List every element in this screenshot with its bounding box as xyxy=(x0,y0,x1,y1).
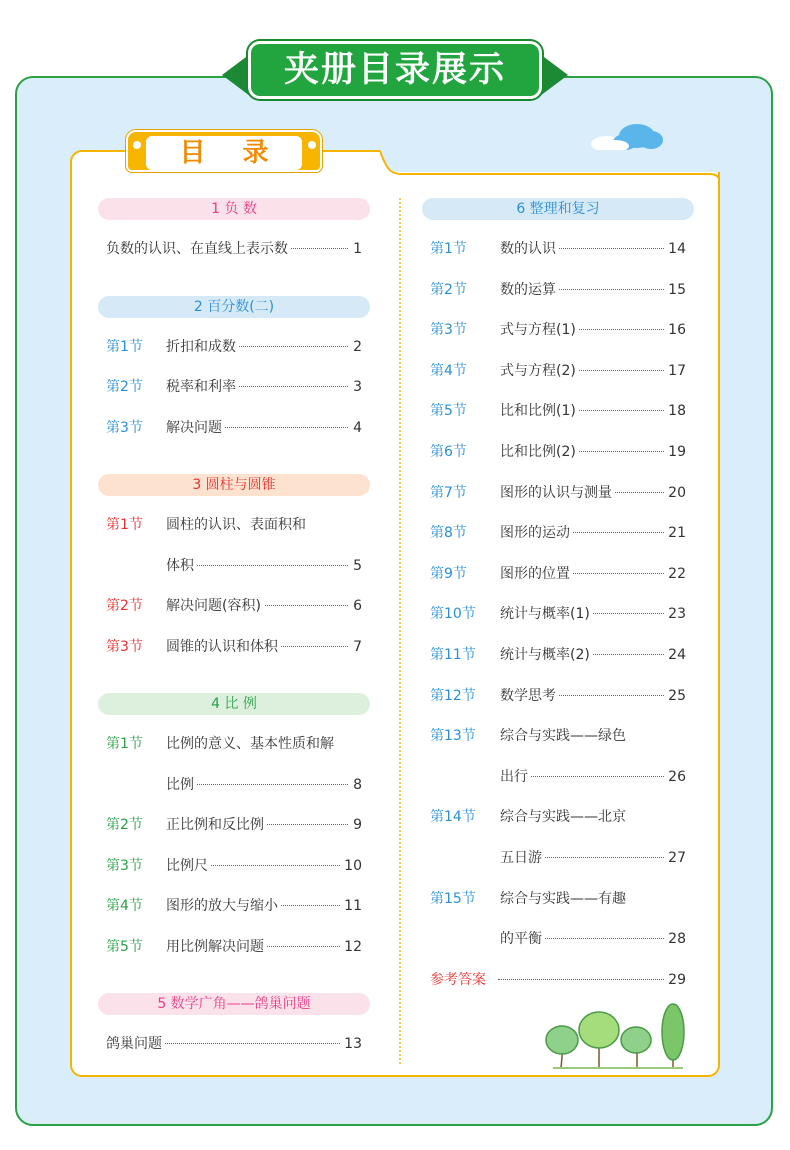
entry-title: 比例尺 xyxy=(166,855,211,877)
entry-title: 解决问题(容积) xyxy=(166,595,264,617)
section-number: 第14节 xyxy=(430,809,476,826)
page-number: 21 xyxy=(664,522,686,544)
toc-entry[interactable] xyxy=(106,514,362,536)
entry-title: 图形的放大与缩小 xyxy=(166,895,281,917)
page-number: 29 xyxy=(664,969,686,991)
toc-entry[interactable] xyxy=(106,774,362,796)
page-number: 7 xyxy=(349,636,362,658)
page-number: 28 xyxy=(664,928,686,950)
entry-title: 体积 xyxy=(166,555,197,577)
paper-folder-edge xyxy=(380,150,720,180)
entry-title: 比例的意义、基本性质和解 xyxy=(166,733,337,755)
entry-title: 统计与概率(2) xyxy=(500,644,593,666)
page-number: 18 xyxy=(664,400,686,422)
toc-entry[interactable] xyxy=(430,685,686,707)
entry-title: 圆柱的认识、表面积和 xyxy=(166,514,309,536)
toc-entry[interactable] xyxy=(430,238,686,260)
toc-entry[interactable] xyxy=(106,895,362,917)
section-number: 第2节 xyxy=(106,598,143,614)
section-number: 第2节 xyxy=(106,817,143,833)
page-number: 8 xyxy=(349,774,362,796)
entry-title: 式与方程(1) xyxy=(500,319,579,341)
chapter-header: 3 圆柱与圆锥 xyxy=(98,474,370,496)
section-number: 第12节 xyxy=(430,687,476,704)
section-number: 第3节 xyxy=(430,322,467,339)
entry-title: 比和比例(1) xyxy=(500,400,579,422)
page-number: 11 xyxy=(340,895,362,917)
toc-tab-title: 目 录 xyxy=(146,136,302,170)
page-number: 4 xyxy=(349,417,362,439)
entry-title: 图形的运动 xyxy=(500,522,573,544)
toc-entry[interactable] xyxy=(430,847,686,869)
section-number: 第11节 xyxy=(430,647,476,663)
toc-entry[interactable] xyxy=(430,522,686,544)
entry-title: 解决问题 xyxy=(166,417,225,439)
section-number: 第3节 xyxy=(106,638,143,655)
section-number: 第6节 xyxy=(430,444,467,460)
chapter-header: 2 百分数(二) xyxy=(98,296,370,318)
banner-title: 夹册目录展示 xyxy=(248,41,542,99)
toc-entry[interactable] xyxy=(430,644,686,666)
tab-hole-left xyxy=(133,141,141,149)
toc-entry[interactable] xyxy=(430,806,686,828)
toc-entry[interactable] xyxy=(106,417,362,439)
page-number: 27 xyxy=(664,847,686,869)
section-number: 第4节 xyxy=(106,898,143,914)
entry-title: 综合与实践——北京 xyxy=(500,806,629,828)
entry-title: 税率和利率 xyxy=(166,376,239,398)
entry-title: 用比例解决问题 xyxy=(166,936,267,958)
section-number: 第8节 xyxy=(430,525,467,542)
page-number: 26 xyxy=(664,766,686,788)
toc-entry[interactable] xyxy=(430,563,686,585)
entry-title: 鸽巢问题 xyxy=(106,1033,165,1055)
section-number: 第3节 xyxy=(106,857,143,874)
section-number: 第5节 xyxy=(430,403,467,420)
entry-title: 负数的认识、在直线上表示数 xyxy=(106,238,291,260)
toc-entry[interactable] xyxy=(106,595,362,617)
entry-title: 圆锥的认识和体积 xyxy=(166,636,281,658)
entry-title: 折扣和成数 xyxy=(166,336,239,358)
toc-entry[interactable] xyxy=(106,636,362,658)
toc-entry[interactable] xyxy=(430,441,686,463)
toc-entry[interactable] xyxy=(430,319,686,341)
answers-label: 参考答案 xyxy=(430,971,486,988)
entry-title: 比例 xyxy=(166,774,197,796)
page-number: 10 xyxy=(340,855,362,877)
page-number: 6 xyxy=(349,595,362,617)
section-number: 第5节 xyxy=(106,938,143,955)
page-number: 24 xyxy=(664,644,686,666)
toc-entry[interactable] xyxy=(430,400,686,422)
tree-cluster-icon xyxy=(543,1002,693,1070)
section-number: 第1节 xyxy=(106,736,143,752)
section-number: 第13节 xyxy=(430,728,476,745)
toc-entry[interactable] xyxy=(430,279,686,301)
page-number: 2 xyxy=(349,336,362,358)
toc-entry[interactable] xyxy=(430,482,686,504)
page-number: 23 xyxy=(664,603,686,625)
entry-title: 正比例和反比例 xyxy=(166,814,267,836)
banner-ribbon-right xyxy=(540,54,568,96)
entry-title: 式与方程(2) xyxy=(500,360,579,382)
page-number: 22 xyxy=(664,563,686,585)
section-number: 第7节 xyxy=(430,484,467,501)
page-number: 12 xyxy=(340,936,362,958)
toc-entry[interactable] xyxy=(106,1033,362,1055)
section-number: 第4节 xyxy=(430,362,467,379)
entry-title: 图形的位置 xyxy=(500,563,573,585)
toc-entry[interactable] xyxy=(430,725,686,747)
leader-dots xyxy=(498,979,686,980)
page-number: 17 xyxy=(664,360,686,382)
column-divider xyxy=(399,198,401,1064)
toc-entry[interactable] xyxy=(106,376,362,398)
section-number: 第3节 xyxy=(106,419,143,436)
entry-title: 图形的认识与测量 xyxy=(500,482,615,504)
entry-title: 数学思考 xyxy=(500,685,559,707)
toc-entry[interactable] xyxy=(430,603,686,625)
entry-title: 的平衡 xyxy=(500,928,545,950)
section-number: 第2节 xyxy=(106,379,143,395)
chapter-header: 5 数学广角——鸽巢问题 xyxy=(98,993,370,1015)
page-number: 25 xyxy=(664,685,686,707)
page-number: 19 xyxy=(664,441,686,463)
page-number: 3 xyxy=(349,376,362,398)
banner-ribbon-left xyxy=(222,54,250,96)
chapter-header: 6 整理和复习 xyxy=(422,198,694,220)
entry-title: 数的运算 xyxy=(500,279,559,301)
entry-title: 比和比例(2) xyxy=(500,441,579,463)
toc-entry[interactable] xyxy=(430,928,686,950)
toc-entry[interactable] xyxy=(106,555,362,577)
entry-title: 统计与概率(1) xyxy=(500,603,593,625)
toc-entry[interactable] xyxy=(430,888,686,910)
tab-hole-right xyxy=(308,141,316,149)
section-number: 第10节 xyxy=(430,606,476,623)
section-number: 第1节 xyxy=(430,241,467,257)
section-number: 第9节 xyxy=(430,565,467,582)
page-number: 20 xyxy=(664,482,686,504)
entry-title: 出行 xyxy=(500,766,531,788)
entry-title: 综合与实践——绿色 xyxy=(500,725,629,747)
section-number: 第1节 xyxy=(106,517,143,533)
toc-entry[interactable] xyxy=(106,936,362,958)
toc-entry[interactable] xyxy=(106,855,362,877)
page-number: 16 xyxy=(664,319,686,341)
section-number: 第15节 xyxy=(430,890,476,907)
page-number: 5 xyxy=(349,555,362,577)
section-number: 第2节 xyxy=(430,281,467,298)
page-number: 15 xyxy=(664,279,686,301)
toc-entry[interactable] xyxy=(430,969,686,991)
toc-entry[interactable] xyxy=(106,336,362,358)
entry-title: 五日游 xyxy=(500,847,545,869)
page-number: 14 xyxy=(664,238,686,260)
chapter-header: 4 比 例 xyxy=(98,693,370,715)
toc-entry[interactable] xyxy=(106,238,362,260)
page-number: 9 xyxy=(349,814,362,836)
entry-title: 数的认识 xyxy=(500,238,559,260)
chapter-header: 1 负 数 xyxy=(98,198,370,220)
toc-entry[interactable] xyxy=(430,766,686,788)
page-number: 13 xyxy=(340,1033,362,1055)
page-number: 1 xyxy=(349,238,362,260)
toc-entry[interactable] xyxy=(430,360,686,382)
cloud-icon xyxy=(585,118,665,154)
section-number: 第1节 xyxy=(106,338,143,355)
entry-title: 综合与实践——有趣 xyxy=(500,888,629,910)
toc-entry[interactable] xyxy=(106,733,362,755)
toc-entry[interactable] xyxy=(106,814,362,836)
